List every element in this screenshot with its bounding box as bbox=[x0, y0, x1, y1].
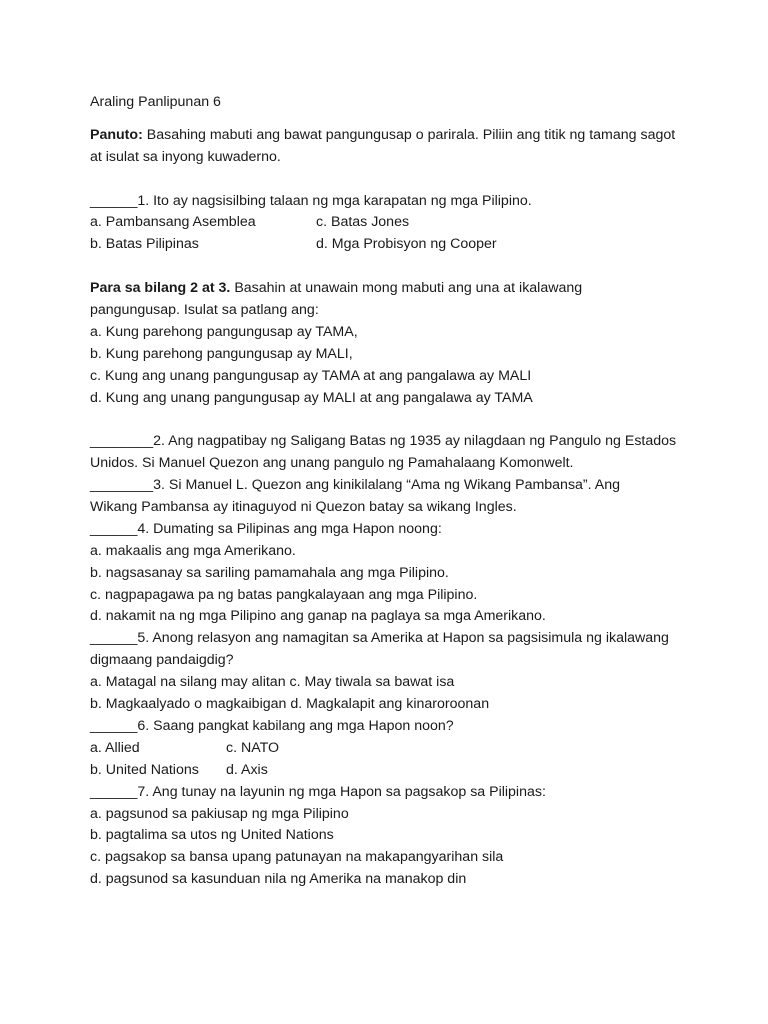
question-text-line1: 3. Si Manuel L. Quezon ang kinikilalang “Ama ng Wikang Pambansa”. Ang bbox=[153, 477, 620, 494]
instructions-text-line1: Basahing mabuti ang bawat pangungusap o parirala. Piliin ang titik ng tamang sagot bbox=[142, 126, 676, 143]
question-text-line2: Wikang Pambansa ay itinaguyod ni Quezon batay sa wikang Ingles. bbox=[90, 499, 517, 516]
choice-a: a. Allied bbox=[90, 739, 140, 756]
question-text-line1: 5. Anong relasyon ang namagitan sa Amerika at Hapon sa pagsisimula ng ikalawang bbox=[137, 630, 669, 647]
choice-b: b. nagsasanay sa sariling pamamahala ang mga Pilipino. bbox=[90, 564, 449, 581]
section-text-line2: pangungusap. Isulat sa patlang ang: bbox=[90, 302, 319, 319]
section-label: Para sa bilang 2 at 3. bbox=[90, 280, 231, 297]
choice-d: d. nakamit na ng mga Pilipino ang ganap na paglaya sa mga Amerikano. bbox=[90, 608, 546, 625]
choice-b: b. Batas Pilipinas bbox=[90, 236, 199, 253]
choice-a: a. makaalis ang mga Amerikano. bbox=[90, 542, 296, 559]
answer-blank: ________ bbox=[90, 433, 154, 450]
question-6 bbox=[90, 716, 690, 782]
question-text: 6. Saang pangkat kabilang ang mga Hapon noon? bbox=[137, 717, 454, 734]
question-4 bbox=[90, 519, 690, 628]
question-text-line2: Unidos. Si Manuel Quezon ang unang pangulo ng Pamahalaang Komonwelt. bbox=[90, 455, 574, 472]
choice-c: c. pagsakop sa bansa upang patunayan na makapangyarihan sila bbox=[90, 849, 504, 866]
question-5 bbox=[90, 628, 690, 716]
choice-d: d. Axis bbox=[226, 761, 268, 778]
section-choice-d: d. Kung ang unang pangungusap ay MALI at ang pangalawa ay TAMA bbox=[90, 389, 533, 406]
question-text: 4. Dumating sa Pilipinas ang mga Hapon noong: bbox=[137, 520, 442, 537]
question-text-line1: 2. Ang nagpatibay ng Saligang Batas ng 1935 ay nilagdaan ng Pangulo ng Estados bbox=[153, 433, 677, 450]
question-text-line2: digmaang pandaigdig? bbox=[90, 652, 234, 669]
question-1 bbox=[90, 191, 690, 257]
section-choice-b: b. Kung parehong pangungusap ay MALI, bbox=[90, 345, 353, 362]
answer-blank: ______ bbox=[90, 520, 138, 537]
document-title: Araling Panlipunan 6 bbox=[90, 94, 221, 110]
section-choice-c: c. Kung ang unang pangungusap ay TAMA at ang pangalawa ay MALI bbox=[90, 367, 532, 384]
answer-blank: ______ bbox=[90, 717, 138, 734]
choice-c: c. Batas Jones bbox=[316, 214, 410, 231]
answer-blank: ______ bbox=[90, 783, 138, 800]
answer-blank: ______ bbox=[90, 192, 138, 209]
choice-a: a. pagsunod sa pakiusap ng mga Pilipino bbox=[90, 805, 349, 822]
section-text-line1: Basahin at unawain mong mabuti ang una at ikalawang bbox=[230, 280, 583, 297]
instructions-text-line2: at isulat sa inyong kuwaderno. bbox=[90, 148, 281, 165]
answer-blank: ________ bbox=[90, 477, 154, 494]
question-text: 7. Ang tunay na layunin ng mga Hapon sa pagsakop sa Pilipinas: bbox=[137, 783, 546, 800]
answer-blank: ______ bbox=[90, 630, 138, 647]
worksheet-page bbox=[90, 92, 690, 891]
choices-b-d: b. Magkaalyado o magkaibigan d. Magkalapit ang kinaroroonan bbox=[90, 696, 490, 713]
choice-b: b. pagtalima sa utos ng United Nations bbox=[90, 827, 334, 844]
choice-d: d. Mga Probisyon ng Cooper bbox=[316, 236, 497, 253]
section-instructions bbox=[90, 278, 690, 409]
choice-b: b. United Nations bbox=[90, 761, 199, 778]
choice-d: d. pagsunod sa kasunduan nila ng Amerika na manakop din bbox=[90, 871, 467, 888]
choice-a: a. Pambansang Asemblea bbox=[90, 214, 256, 231]
question-2 bbox=[90, 431, 690, 475]
question-7 bbox=[90, 782, 690, 891]
choice-c: c. nagpapagawa pa ng batas pangkalayaan ang mga Pilipino. bbox=[90, 586, 478, 603]
choice-c: c. NATO bbox=[226, 739, 280, 756]
question-3 bbox=[90, 475, 690, 519]
instructions bbox=[90, 125, 690, 169]
question-text: 1. Ito ay nagsisilbing talaan ng mga karapatan ng mga Pilipino. bbox=[137, 192, 532, 209]
section-choice-a: a. Kung parehong pangungusap ay TAMA, bbox=[90, 323, 358, 340]
instructions-label: Panuto: bbox=[90, 126, 143, 143]
choices-a-c: a. Matagal na silang may alitan c. May tiwala sa bawat isa bbox=[90, 674, 455, 691]
